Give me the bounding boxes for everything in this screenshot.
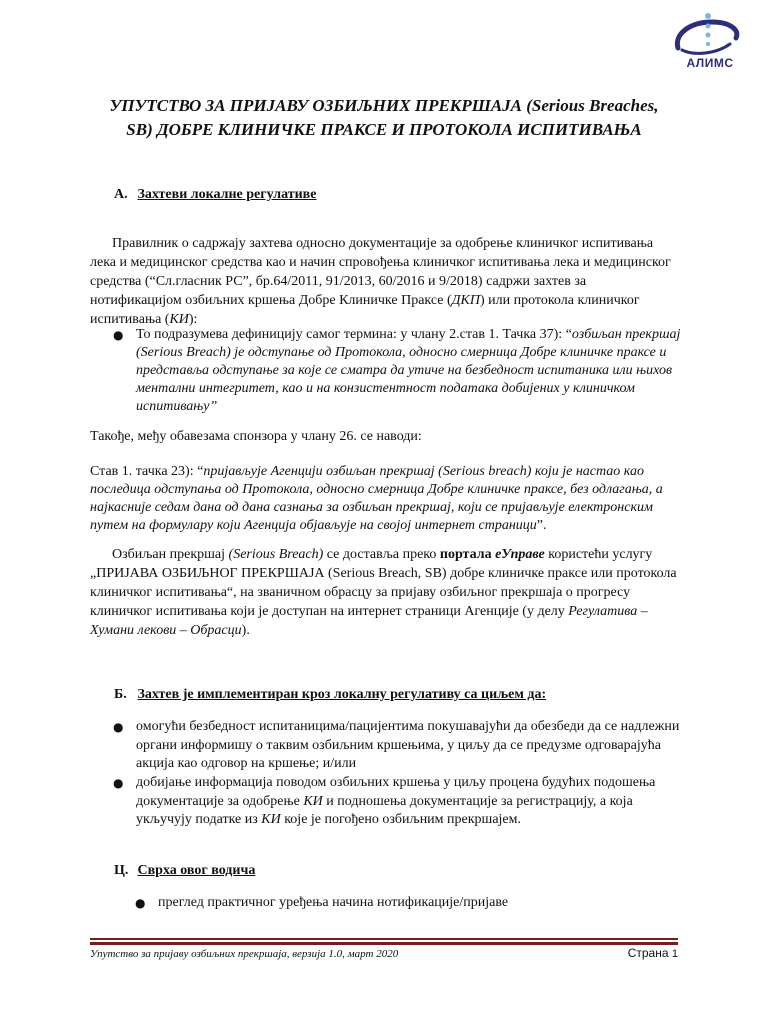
section-b-heading: [114, 686, 546, 704]
p4-bold-italic: eУправе: [495, 547, 545, 562]
p3-italic: пријављује Агенцији озбиљан прекршај (Serious breach) који је настао као последица одступања од Протокола, односно смерница Добре клиничке праксе, без одлагања, а најкасније седам дана од дана сазнања за озбиљан прекршај, који се пријављује електронским путем на формулару који Агенција објављује на својој интернет страници: [90, 464, 663, 533]
bullet-dot: ●: [113, 776, 124, 790]
section-a-paragraph-2: Такође, међу обавезама спонзора у члану 26. се наводи:: [90, 429, 422, 444]
section-a-heading: [114, 186, 316, 204]
b2-italic-1: КИ: [303, 793, 323, 809]
b2-italic-2: КИ: [261, 812, 281, 827]
section-c-title: Сврха овог водича: [137, 863, 256, 878]
p4-bold-1: портала: [439, 547, 496, 562]
p3-text-2: ”.: [536, 518, 547, 533]
p1-text-3: ):: [188, 312, 198, 327]
title-line-2: SB) ДОБРЕ КЛИНИЧКЕ ПРАКСЕ И ПРОТОКОЛА ИСПИТИВАЊА: [126, 120, 642, 139]
section-b-title: Захтев је имплементиран кроз локалну регулативу са циљем да:: [137, 687, 547, 702]
section-c-letter: Ц.: [114, 863, 129, 878]
bullet-dot: ●: [113, 720, 124, 734]
bullet1-italic: озбиљан прекршај (Serious Breach) је одступање од Протокола, односно смерница Добре клиничке праксе и представља одступање за које се сматра да утиче на безбедност испитаника или њихов ментални интегритет, као и на конзистентност података добијених у клиничком испитивању: [136, 327, 681, 414]
p4-text-2: се доставља преко: [323, 547, 440, 562]
section-a-bullet-1-text: [136, 326, 683, 416]
bullet1-text-1: То подразумева дефиницију самог термина: у члану 2.став 1. Тачка 37): “: [136, 327, 572, 342]
bullet-dot: ●: [135, 896, 146, 910]
p1-italic-2: КИ: [169, 312, 189, 327]
page-label: Страна: [627, 946, 669, 960]
footer-rule-thick: [90, 942, 678, 945]
title-line-1: УПУТСТВО ЗА ПРИЈАВУ ОЗБИЉНИХ ПРЕКРШАЈА (Serious Breaches,: [109, 96, 659, 115]
logo-text: АЛИМС: [686, 56, 734, 70]
p4-italic-1: (Serious Breach): [228, 547, 324, 562]
section-a-paragraph-4: [90, 545, 680, 640]
b2-text-1: добијање информација поводом озбиљних кршења у циљу процена будућих подошења документације за одобрење: [136, 775, 656, 809]
section-c-bullet-1: [135, 894, 705, 912]
section-b-bullet-1-text: омогући безбедност испитаницима/пацијентима покушавајући да обезбеди да се надлежни органи информишу о таквим озбиљним кршењима, у циљу да се предузме одговарајућа акција као одговор на кршење; и/или: [136, 719, 680, 771]
alims-logo: [672, 10, 744, 74]
section-b-bullet-1: [113, 718, 683, 774]
section-b-bullet-2: [113, 774, 683, 830]
section-c-bullet-1-text: преглед практичног уређења начина нотификације/пријаве: [158, 895, 509, 910]
p4-text-1: Озбиљан прекршај: [112, 547, 229, 562]
bullet-dot: ●: [113, 328, 124, 342]
section-c-heading: [114, 862, 255, 880]
alims-logo-mark: [672, 10, 744, 58]
p4-text-3: користећи услугу „ПРИЈАВА ОЗБИЉНОГ ПРЕКРШАЈА (Serious Breach, SB) добре клиничке праксе или протокола клиничког испитивања“, на званичном обрасцу за пријаву озбиљног прекршаја о прогресу клиничког испитивања који је доступан на интернет страници Агенције (у делу: [90, 547, 677, 619]
p1-italic-1: ДКП: [451, 293, 480, 308]
section-b-bullet-2-text: [136, 774, 683, 830]
section-a-title: Захтеви локалне регулативе: [137, 187, 317, 202]
bullet1-text-2: ”: [209, 399, 218, 414]
page-number: 1: [671, 948, 678, 960]
b2-text-3: које је погођено озбиљним прекршајем.: [280, 812, 522, 827]
section-a-paragraph-1: [90, 234, 680, 329]
document-title: [60, 94, 708, 142]
section-a-letter: A.: [114, 187, 128, 202]
section-b-letter: Б.: [114, 687, 127, 702]
p3-text-1: Став 1. тачка 23): “: [90, 464, 204, 479]
p1-text-1: Правилник о садржају захтева односно документације за одобрење клиничког испитивања лека и медицинског средства као и начин спровођења клиничког испитивања лека и медицинског средства (“Сл.гласник РС”, бр.64/2011, 91/2013, 60/2016 и 9/2018) садржи захтев за нотификацијом озбиљних кршења Добре Клиничке Праксе (: [90, 236, 671, 308]
section-a-bullet-1: [113, 326, 683, 416]
footer-rule-thin: [90, 938, 678, 940]
b2-text-2: и подношења документације за регистрацију, а која укључују податке из: [136, 793, 633, 827]
p4-text-4: ).: [241, 623, 250, 638]
footer-document-info: Упутство за пријаву озбиљних прекршаја, верзија 1.0, март 2020: [90, 948, 399, 960]
p1-text-2: ) или протокола клиничког испитивања (: [90, 293, 640, 327]
section-a-paragraph-3: [90, 463, 680, 535]
p4-italic-2: Регулатива – Хумани лекови – Обрасци: [90, 604, 648, 638]
footer-page-number: [600, 946, 678, 960]
